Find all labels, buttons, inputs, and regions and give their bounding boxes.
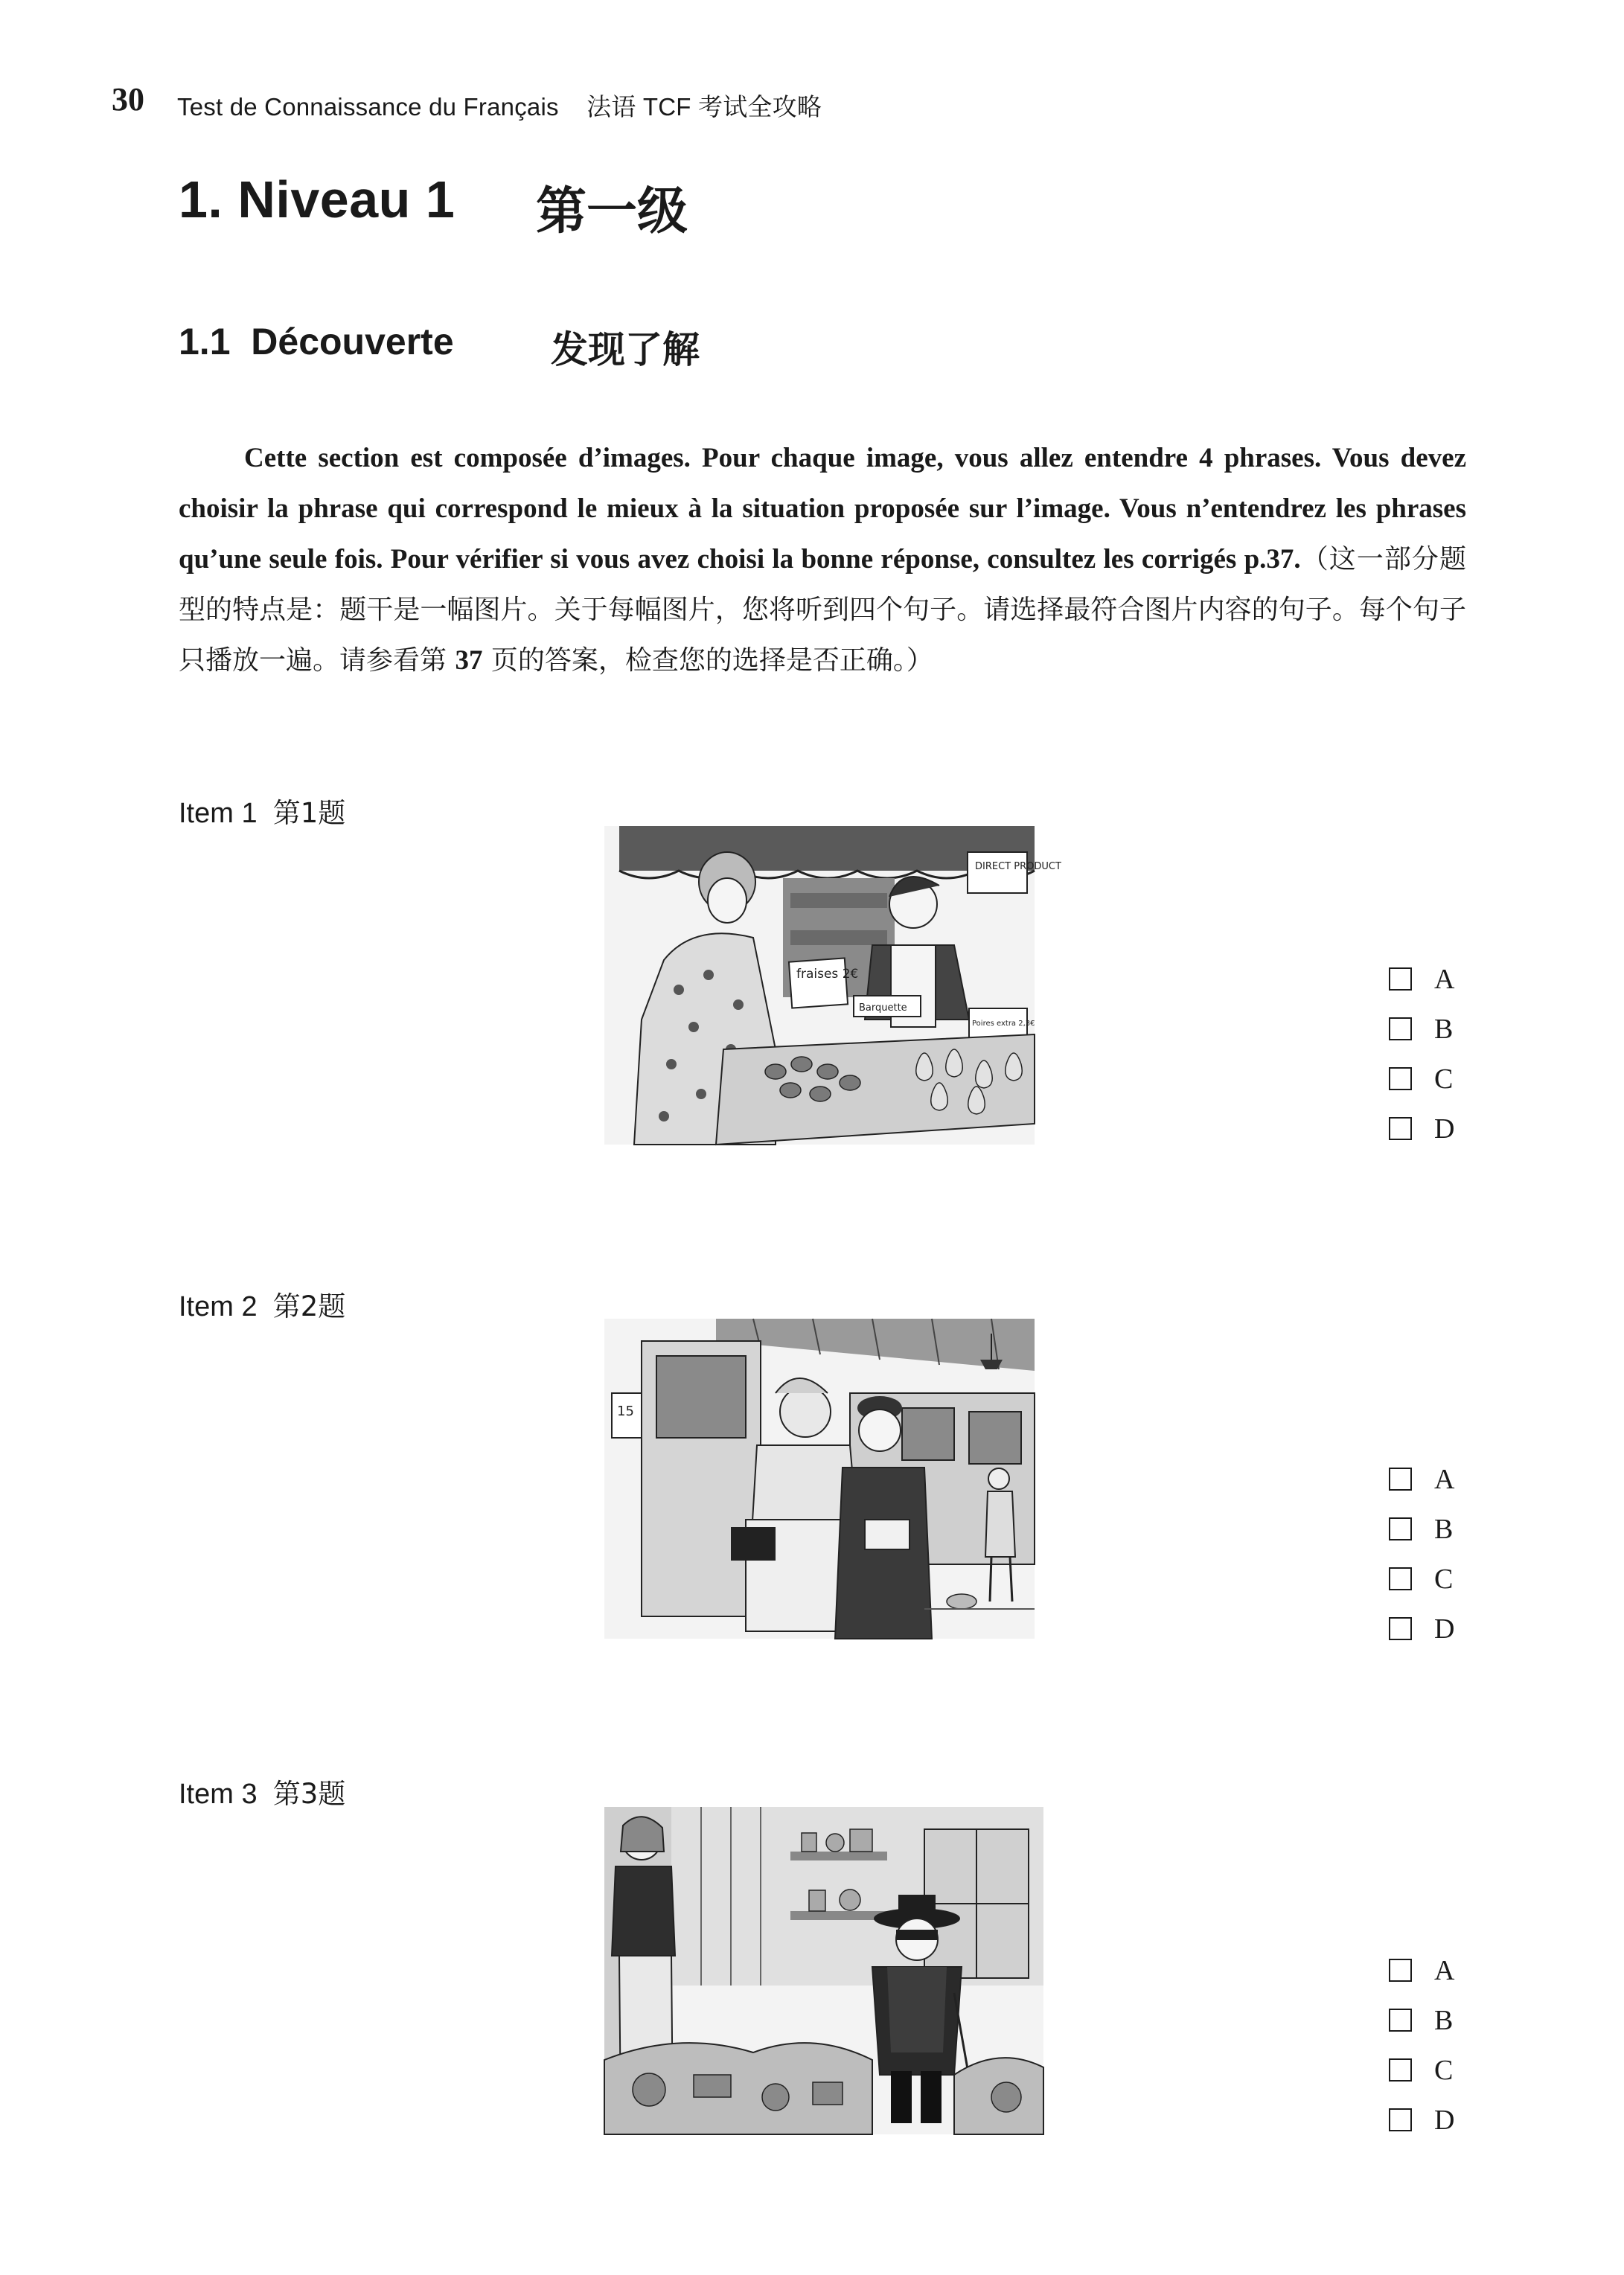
checkbox[interactable] [1389,967,1412,991]
market-stall-drawing [604,826,1061,1145]
instructions-page-ref: 37 [455,645,483,676]
item-1-option-d[interactable]: D [1389,1104,1454,1154]
checkbox[interactable] [1389,1017,1412,1040]
item-1-option-b[interactable]: B [1389,1004,1454,1054]
item-2-option-a[interactable]: A [1389,1454,1454,1504]
item-1-option-c[interactable]: C [1389,1054,1454,1104]
poires-price-sign: Poires extra 2,3€ [972,1020,1035,1028]
item-3-option-c[interactable]: C [1389,2045,1454,2095]
subsection-heading-cn: 发现了解 [551,328,700,371]
running-title: Test de Connaissance du Français 法语 TCF 考试全攻略 [177,93,822,121]
item-2-option-b[interactable]: B [1389,1504,1454,1554]
item-1-market-illustration [604,826,1061,1145]
subsection-heading-fr: 1.1 Découverte [179,321,454,362]
item-2-train-station-illustration [604,1319,1035,1639]
checkbox[interactable] [1389,1959,1412,1982]
instructions-cn-b: 页的答案，检查您的选择是否正确。） [482,645,933,676]
checkbox[interactable] [1389,2108,1412,2131]
checkbox[interactable] [1389,2009,1412,2032]
page-number: 30 [112,81,144,118]
instructions-fr: Cette section est composée d’images. Pour chaque image, vous allez entendre 4 phrases. Vous devez choisir la phrase qui correspond le mieux à la situation proposée sur l’image. Vous n’entendrez les phrases qu’une seule fois. Pour vérifier si vous avez choisi la bonne réponse, consultez les corrigés p.37. [179,443,1466,575]
instructions-cn-a: （这一部分题型的特点是：题干是一幅图片。关于每幅图片，您将听到四个句子。请选择最符合图片内容的句子。每个句子只播放一遍。请参看第 [179,544,1466,676]
item-3-costume-illustration [604,1807,1043,2134]
fraises-price-sign: fraises 2€ [796,967,859,982]
checkbox[interactable] [1389,1468,1412,1491]
checkbox[interactable] [1389,1517,1412,1540]
checkbox[interactable] [1389,1117,1412,1140]
masked-child-drawing [604,1807,1043,2134]
item-1-label: Item 1 第1题 [179,797,346,829]
checkbox[interactable] [1389,2058,1412,2082]
section-heading-fr: 1. Niveau 1 [179,170,455,228]
item-2-label: Item 2 第2题 [179,1290,346,1322]
item-3-option-d[interactable]: D [1389,2095,1454,2145]
item-3-answer-options [1389,1945,1454,2145]
train-platform-drawing [604,1319,1035,1639]
item-3-option-b[interactable]: B [1389,1995,1454,2045]
checkbox[interactable] [1389,1617,1412,1640]
item-2-option-c[interactable]: C [1389,1554,1454,1604]
checkbox[interactable] [1389,1067,1412,1090]
section-heading-cn: 第一级 [536,182,688,241]
item-2-option-d[interactable]: D [1389,1604,1454,1654]
direct-product-sign: DIRECT PRODUCT [975,861,1061,872]
item-3-option-a[interactable]: A [1389,1945,1454,1995]
item-1-option-a[interactable]: A [1389,954,1454,1004]
checkbox[interactable] [1389,1567,1412,1590]
barquette-sign: Barquette [859,1002,907,1014]
item-1-answer-options [1389,954,1454,1154]
platform-number-sign: 15 [617,1404,634,1419]
item-3-label: Item 3 第3题 [179,1778,346,1810]
item-2-answer-options [1389,1454,1454,1654]
instructions-paragraph [179,433,1466,686]
